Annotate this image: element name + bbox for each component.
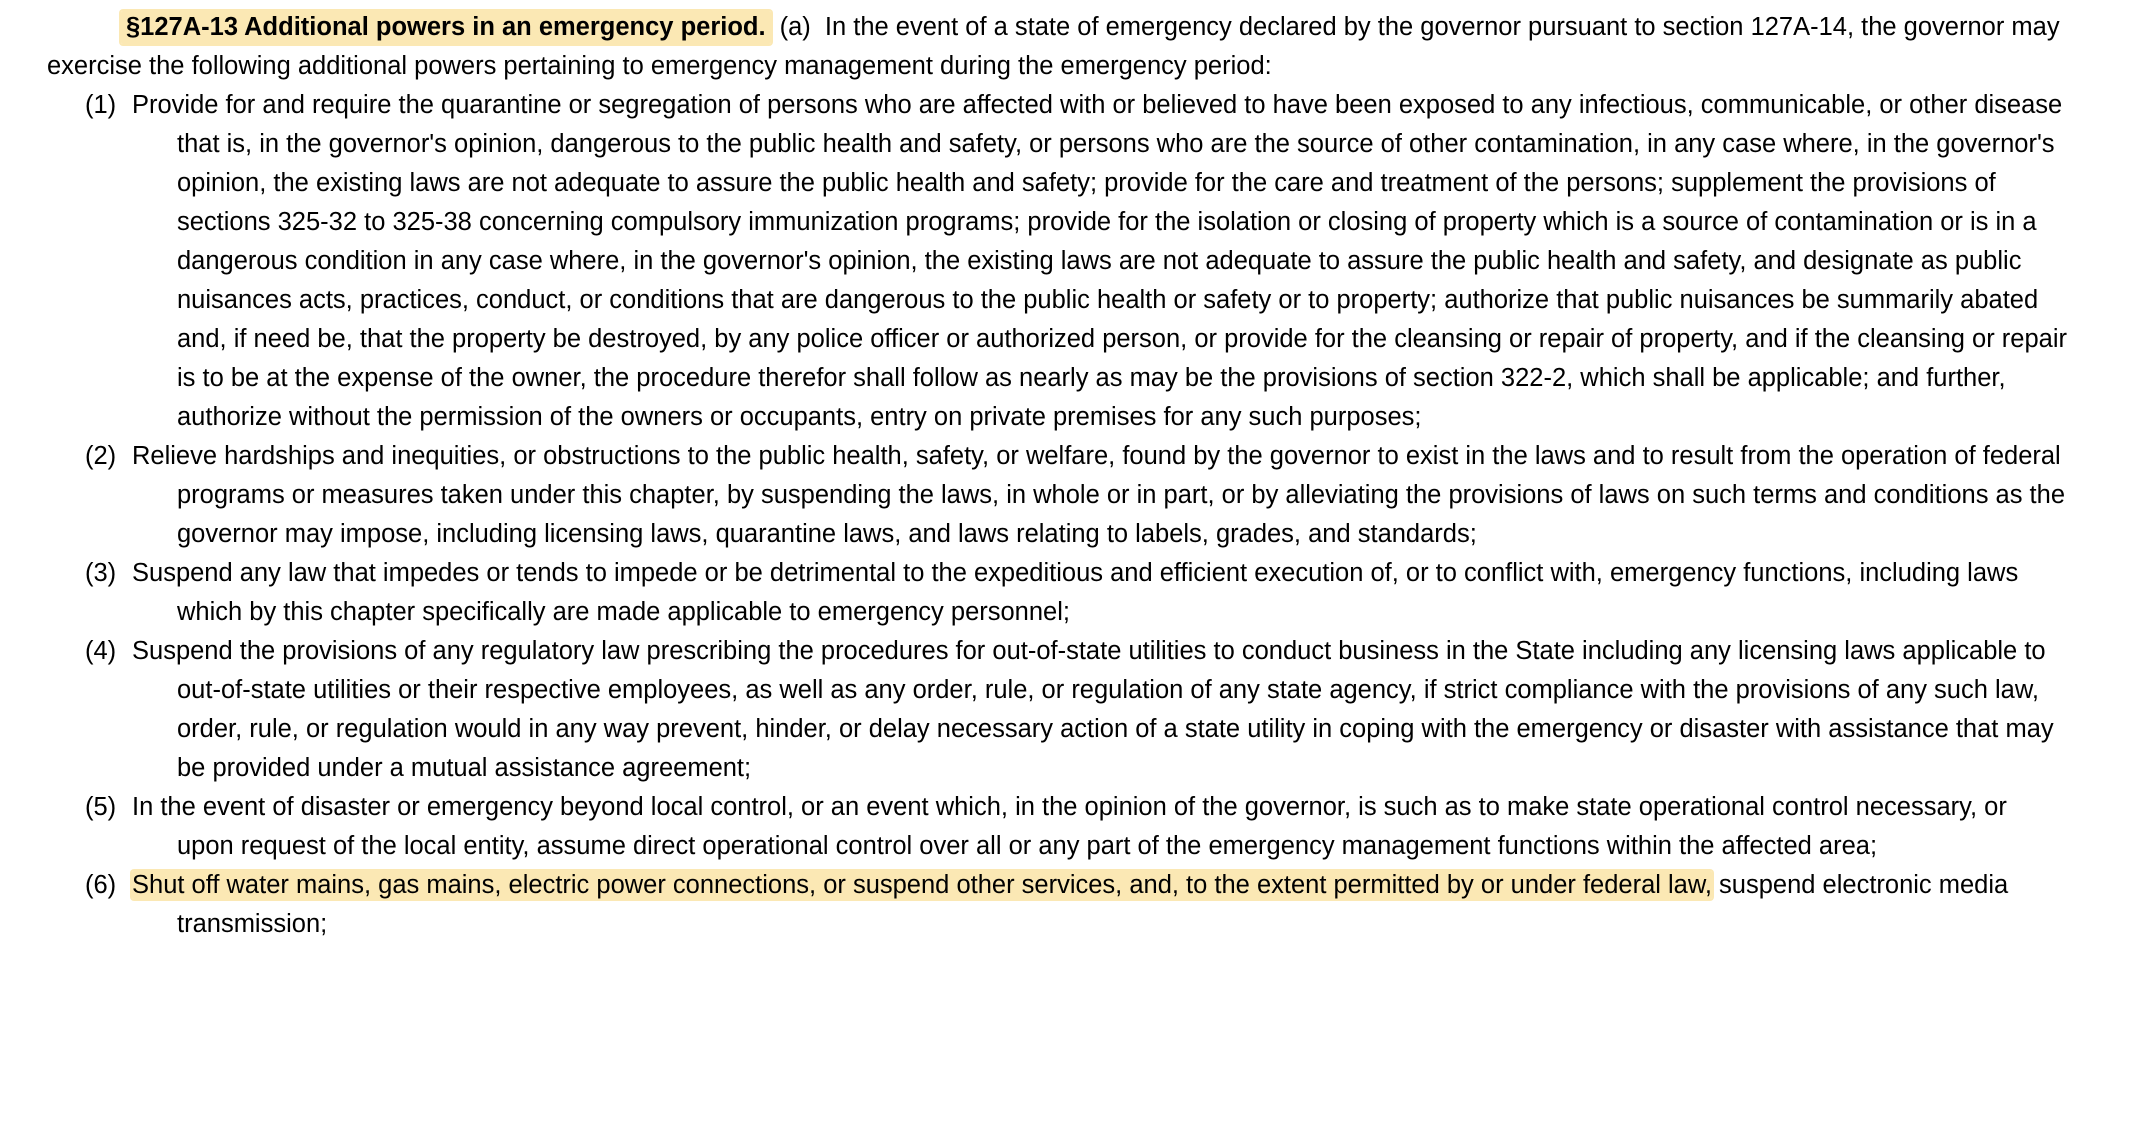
provision-marker-3: (3)	[85, 559, 117, 587]
provision-item-6	[47, 866, 2067, 944]
provision-marker-5: (5)	[85, 793, 117, 821]
lead-paragraph	[47, 8, 2067, 86]
provision-marker-2: (2)	[85, 442, 117, 470]
provision-text-1: Provide for and require the quarantine or segregation of persons who are affected with or believed to have been exposed to any infectious, communicable, or other disease that is, in the governor's opinion, dangerous to the public health and safety, or persons who are the source of other contamination, in any case where, in the governor's opinion, the existing laws are not adequate to assure the public health and safety; provide for the care and treatment of the persons; supplement the provisions of sections 325-32 to 325-38 concerning compulsory immunization programs; provide for the isolation or closing of property which is a source of contamination or is in a dangerous condition in any case where, in the governor's opinion, the existing laws are not adequate to assure the public health and safety, and designate as public nuisances acts, practices, conduct, or conditions that are dangerous to the public health or safety or to property; authorize that public nuisances be summarily abated and, if need be, that the property be destroyed, by any police officer or authorized person, or provide for the cleansing or repair of property, and if the cleansing or repair is to be at the expense of the owner, the procedure therefor shall follow as nearly as may be the provisions of section 322-2, which shall be applicable; and further, authorize without the permission of the owners or occupants, entry on private premises for any such purposes;	[132, 91, 2068, 431]
provision-marker-4: (4)	[85, 637, 117, 665]
provision-text-3: Suspend any law that impedes or tends to impede or be detrimental to the expeditious and efficient execution of, or to conflict with, emergency functions, including laws which by this chapter specifically are made applicable to emergency personnel;	[132, 559, 2019, 626]
provision-text-2: Relieve hardships and inequities, or obstructions to the public health, safety, or welfare, found by the governor to exist in the laws and to result from the operation of federal programs or measures taken under this chapter, by suspending the laws, in whole or in part, or by alleviating the provisions of laws on such terms and conditions as the governor may impose, including licensing laws, quarantine laws, and laws relating to labels, grades, and standards;	[132, 442, 2066, 548]
provisions-list	[47, 86, 2067, 944]
provision-text-4: Suspend the provisions of any regulatory law prescribing the procedures for out-of-state utilities to conduct business in the State including any licensing laws applicable to out-of-state utilities or their respective employees, as well as any order, rule, or regulation of any state agency, if strict compliance with the provisions of any such law, order, rule, or regulation would in any way prevent, hinder, or delay necessary action of a state utility in coping with the emergency or disaster with assistance that may be provided under a mutual assistance agreement;	[132, 637, 2054, 782]
provision-item-1	[47, 86, 2067, 437]
lead-paragraph-marker: (a)	[779, 13, 811, 41]
provision-text-6-plain: suspend electronic media transmission;	[177, 871, 2009, 938]
provision-text-5: In the event of disaster or emergency beyond local control, or an event which, in the opinion of the governor, is such as to make state operational control necessary, or upon request of the local entity, assume direct operational control over all or any part of the emergency management functions within the affected area;	[132, 793, 2007, 860]
lead-paragraph-text: In the event of a state of emergency declared by the governor pursuant to section 127A-14, the governor may exercise the following additional powers pertaining to emergency management during the emergency period:	[47, 13, 2060, 80]
section-heading-highlighted: §127A-13 Additional powers in an emergency period.	[121, 11, 771, 44]
provision-item-2	[47, 437, 2067, 554]
statute-text-body	[47, 8, 2067, 944]
provision-text-6-highlighted: Shut off water mains, gas mains, electric power connections, or suspend other services, and, to the extent permitted by or under federal law,	[132, 871, 1712, 899]
provision-item-5	[47, 788, 2067, 866]
provision-item-4	[47, 632, 2067, 788]
provision-marker-1: (1)	[85, 91, 117, 119]
provision-item-3	[47, 554, 2067, 632]
provision-marker-6: (6)	[85, 871, 117, 899]
